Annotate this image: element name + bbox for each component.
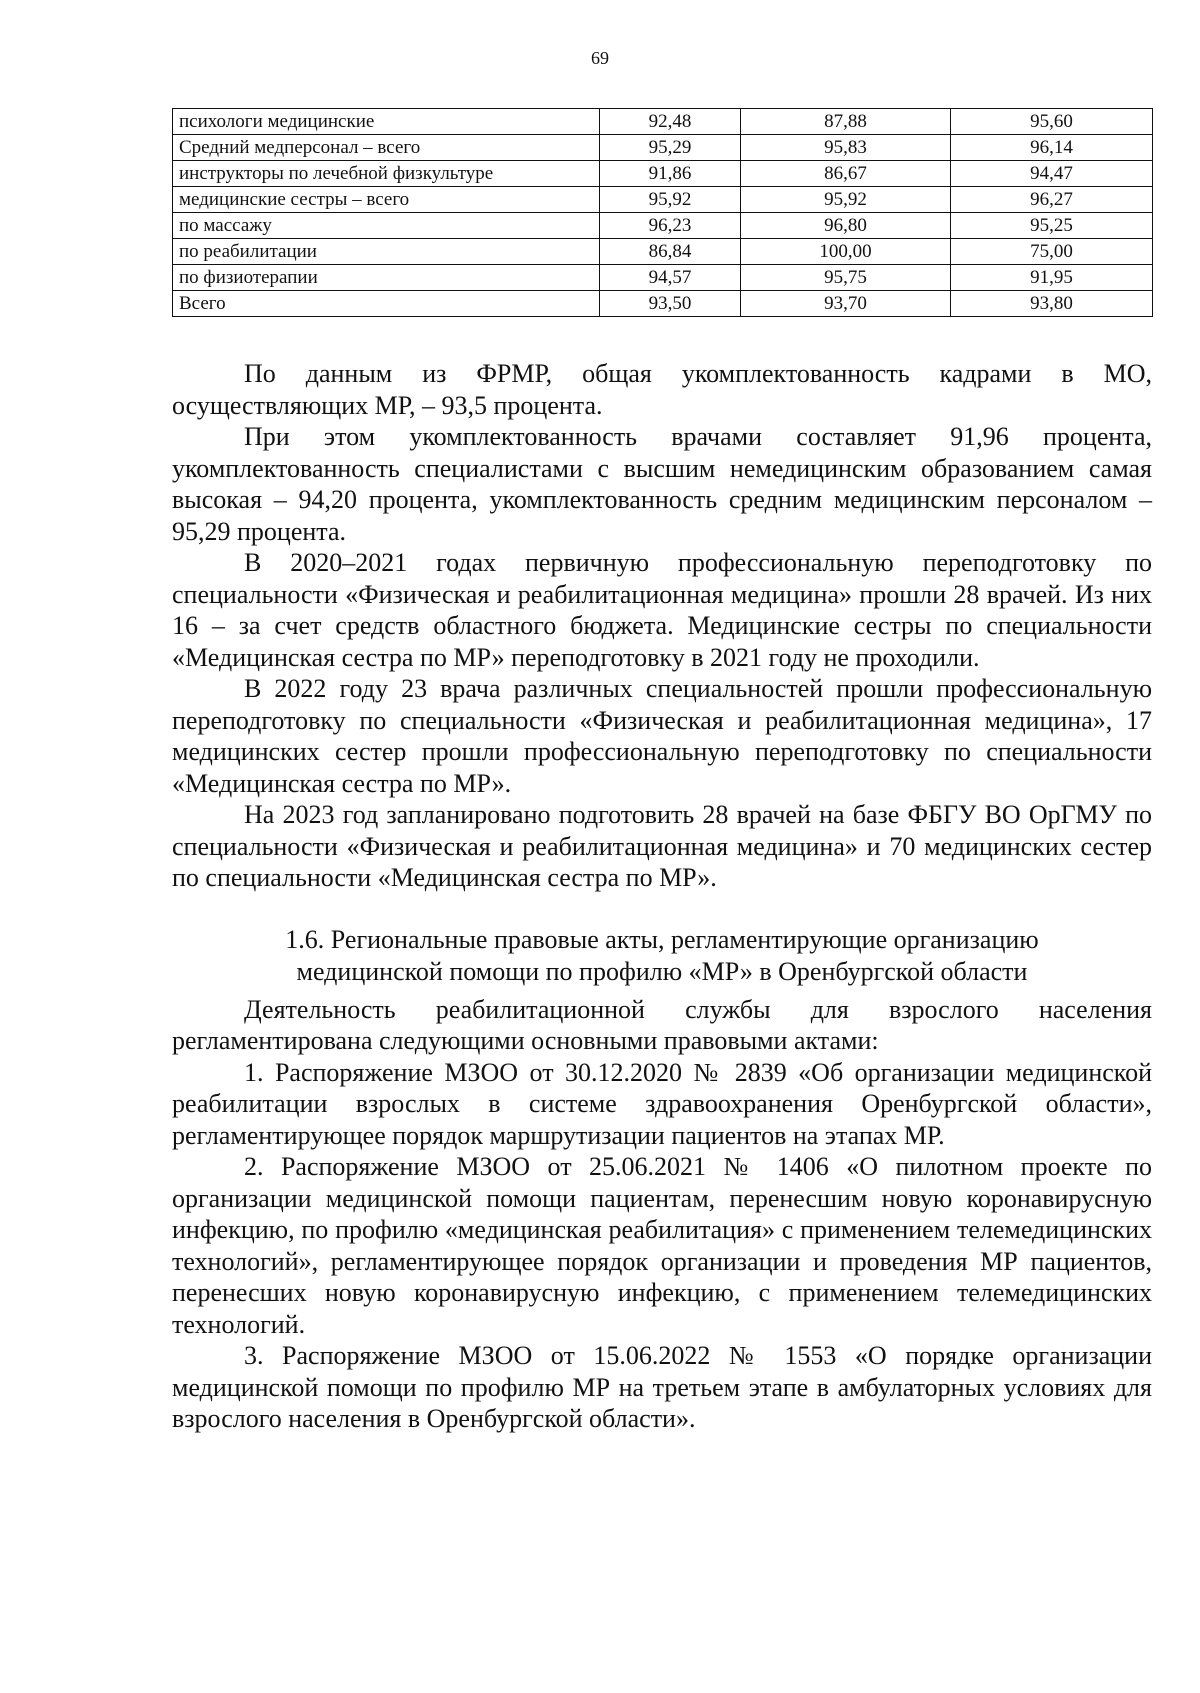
value-cell: 95,25 bbox=[951, 213, 1153, 239]
row-label: по массажу bbox=[173, 213, 600, 239]
paragraph: При этом укомплектованность врачами составляет 91,96 процента, укомплектованность специалистами с высшим немедицинским образованием самая высокая – 94,20 процента, укомплектованность средним медицинским персоналом – 95,29 процента. bbox=[172, 422, 1152, 546]
page-number: 69 bbox=[591, 48, 609, 68]
row-label: Всего bbox=[173, 291, 600, 317]
value-cell: 92,48 bbox=[600, 109, 741, 135]
section-title bbox=[172, 924, 1152, 988]
document-body bbox=[172, 358, 1152, 1435]
table-row bbox=[173, 239, 1153, 265]
value-cell: 95,92 bbox=[741, 187, 951, 213]
table-row bbox=[173, 213, 1153, 239]
value-cell: 75,00 bbox=[951, 239, 1153, 265]
row-label: инструкторы по лечебной физкультуре bbox=[173, 161, 600, 187]
value-cell: 95,83 bbox=[741, 135, 951, 161]
value-cell: 94,47 bbox=[951, 161, 1153, 187]
row-label: по физиотерапии bbox=[173, 265, 600, 291]
value-cell: 96,23 bbox=[600, 213, 741, 239]
value-cell: 96,27 bbox=[951, 187, 1153, 213]
paragraph: 3. Распоряжение МЗОО от 15.06.2022 № 1553 «О порядке организации медицинской помощи по профилю МР на третьем этапе в амбулаторных условиях для взрослого населения в Оренбургской области». bbox=[172, 1341, 1152, 1433]
value-cell: 95,92 bbox=[600, 187, 741, 213]
value-cell: 91,95 bbox=[951, 265, 1153, 291]
value-cell: 86,67 bbox=[741, 161, 951, 187]
table-row bbox=[173, 187, 1153, 213]
table-row bbox=[173, 265, 1153, 291]
value-cell: 95,60 bbox=[951, 109, 1153, 135]
value-cell: 95,29 bbox=[600, 135, 741, 161]
paragraph: 1. Распоряжение МЗОО от 30.12.2020 № 2839 «Об организации медицинской реабилитации взрослых в системе здравоохранения Оренбургской области», регламентирующее порядок маршрутизации пациентов на этапах МР. bbox=[172, 1057, 1152, 1150]
paragraph: На 2023 год запланировано подготовить 28 врачей на базе ФБГУ ВО ОрГМУ по специальности «Физическая и реабилитационная медицина» и 70 медицинских сестер по специальности «Медицинская сестра по МР». bbox=[172, 800, 1152, 892]
value-cell: 100,00 bbox=[741, 239, 951, 265]
row-label: Средний медперсонал – всего bbox=[173, 135, 600, 161]
section-title-line: 1.6. Региональные правовые акты, регламентирующие организацию bbox=[285, 924, 1039, 954]
paragraph: 2. Распоряжение МЗОО от 25.06.2021 № 1406 «О пилотном проекте по организации медицинской помощи пациентам, перенесшим новую коронавирусную инфекцию, по профилю «медицинская реабилитация» с применением телемедицинских технологий», регламентирующее порядок организации и проведения МР пациентов, перенесших новую коронавирусную инфекцию, с применением телемедицинских технологий. bbox=[172, 1152, 1152, 1339]
table-row bbox=[173, 161, 1153, 187]
value-cell: 93,50 bbox=[600, 291, 741, 317]
value-cell: 87,88 bbox=[741, 109, 951, 135]
row-label: психологи медицинские bbox=[173, 109, 600, 135]
row-label: медицинские сестры – всего bbox=[173, 187, 600, 213]
paragraph: В 2020–2021 годах первичную профессиональную переподготовку по специальности «Физическая и реабилитационная медицина» прошли 28 врачей. Из них 16 – за счет средств областного бюджета. Медицинские сестры по специальности «Медицинская сестра по МР» переподготовку в 2021 году не проходили. bbox=[172, 548, 1152, 672]
value-cell: 93,80 bbox=[951, 291, 1153, 317]
row-label: по реабилитации bbox=[173, 239, 600, 265]
value-cell: 91,86 bbox=[600, 161, 741, 187]
value-cell: 86,84 bbox=[600, 239, 741, 265]
table-row bbox=[173, 291, 1153, 317]
value-cell: 94,57 bbox=[600, 265, 741, 291]
paragraph: Деятельность реабилитационной службы для взрослого населения регламентирована следующими основными правовыми актами: bbox=[172, 994, 1152, 1055]
paragraph: В 2022 году 23 врача различных специальностей прошли профессиональную переподготовку по специальности «Физическая и реабилитационная медицина», 17 медицинских сестер прошли профессиональную переподготовку по специальности «Медицинская сестра по МР». bbox=[172, 674, 1152, 798]
value-cell: 93,70 bbox=[741, 291, 951, 317]
table-row bbox=[173, 135, 1153, 161]
staffing-table bbox=[172, 108, 1153, 317]
value-cell: 96,80 bbox=[741, 213, 951, 239]
paragraph: По данным из ФРМР, общая укомплектованность кадрами в МО, осуществляющих МР, – 93,5 процента. bbox=[172, 359, 1152, 420]
table-row bbox=[173, 109, 1153, 135]
value-cell: 95,75 bbox=[741, 265, 951, 291]
section-title-line: медицинской помощи по профилю «МР» в Оренбургской области bbox=[296, 956, 1028, 986]
value-cell: 96,14 bbox=[951, 135, 1153, 161]
